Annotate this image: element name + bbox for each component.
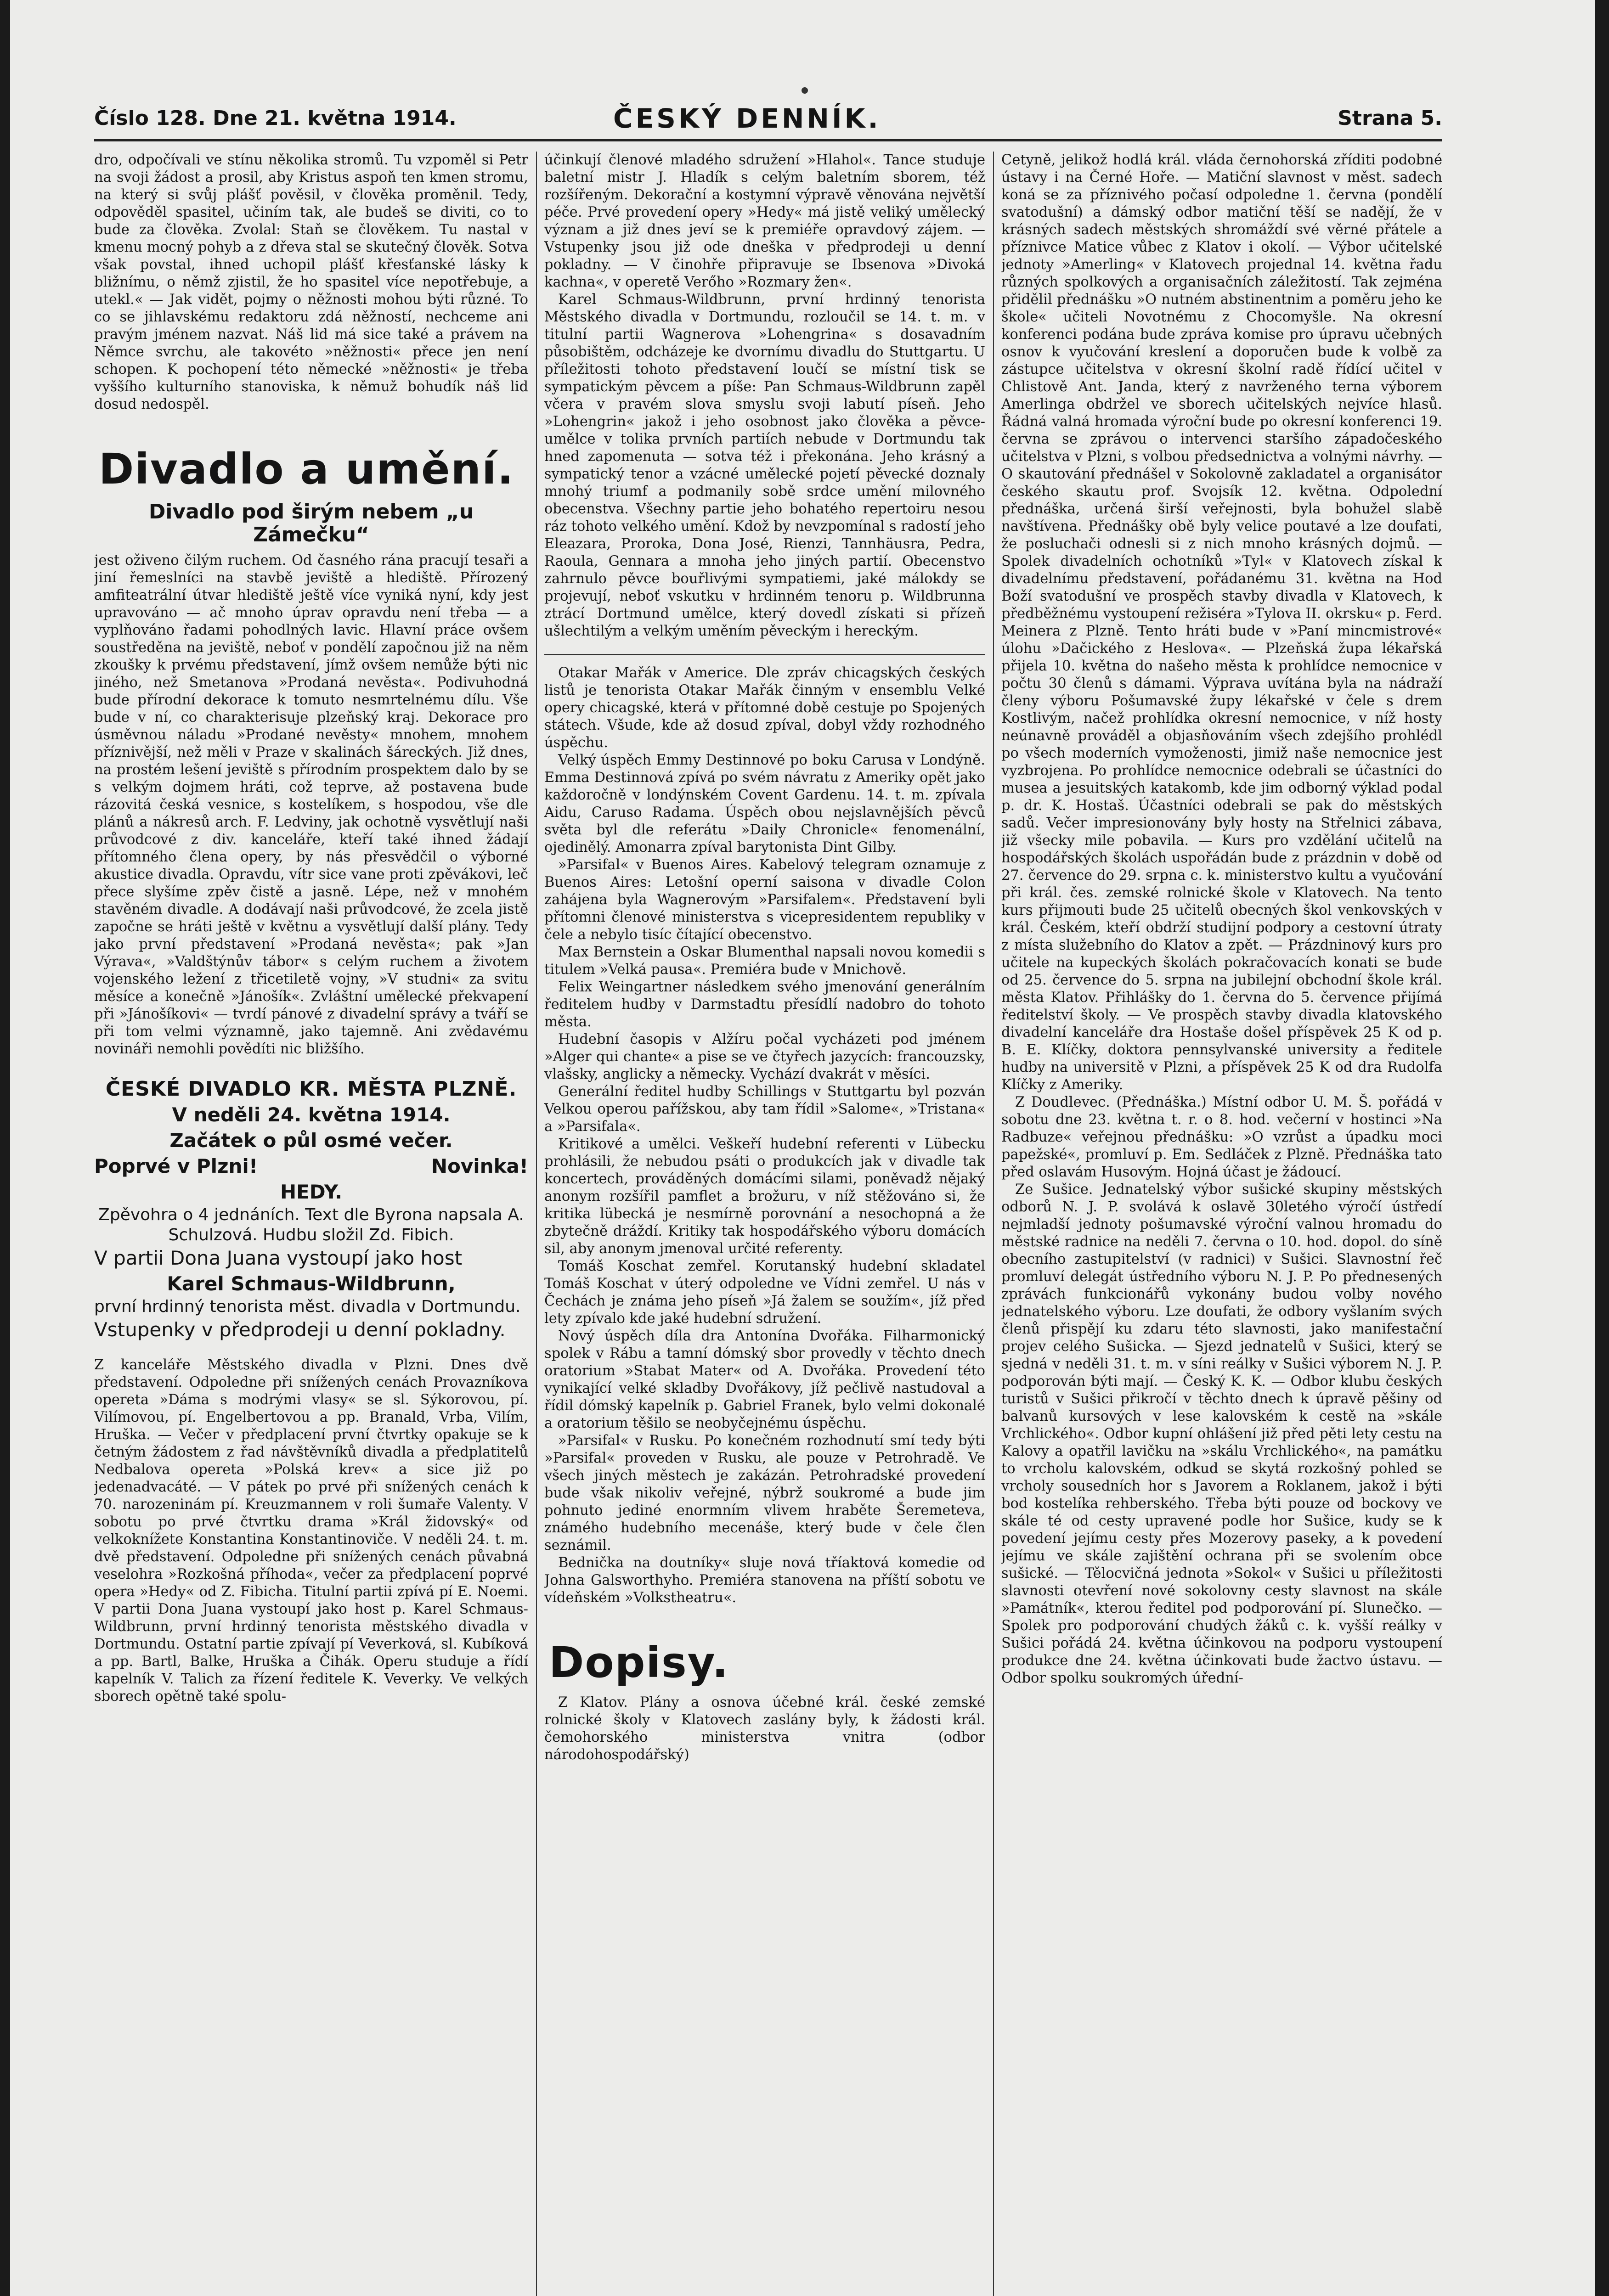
article-text: Z Klatov. Plány a osnova účebné král. české zemské rolnické školy v Klatovech zaslány byly, k žádosti král. čemohorského ministerstva vnitra (odbor národohospodářský) [544,1694,985,1763]
ad-novelty: Novinka! [431,1155,528,1177]
ad-premiere-row [94,1154,528,1179]
ad-guest-info: první hrdinný tenorista měst. divadla v Dortmundu. [94,1297,521,1316]
theatre-advertisement [94,1076,528,1343]
article-text: jest oživeno čilým ruchem. Od časného rána pracují tesaři a jiní řemeslníci na stavbě jeviště a hlediště. Přírozený amfiteatrální útvar hlediště ještě více vyniká nyní, kdy jest upravováno — ač mnoho úprav opravdu není třeba — a vyplňováno řadami pohodlných lavic. Hlavní práce ovšem soustředěna na jeviště, neboť v pondělí započnou již na něm zkoušky k prvému představení, jímž ovšem nemůže býti nic jiného, než Smetanova »Prodaná nevěsta«. Podivuhodná bude přírodní dekorace k tomuto nesmrtelnému dílu. Vše bude v ní, co charakterisuje plzeňský kraj. Dekorace pro úsměvnou náladu »Prodané nevěsty« mnohem, mnohem příznivější, než měli v Praze v skalinách šáreckých. Již dnes, na prostém lešení jeviště s přírodním prospektem dalo by se s velkým dojmem hráti, což teprve, až postavena bude rázovitá česká vesnice, s kostelíkem, s hospodou, vše dle plánů a nákresů arch. F. Ledviny, jak ochotně vysvětlují naši průvodcové z div. kanceláře, kteří také ihned žádají přítomného člena opery, by nás přesvědčil o výborné akustice divadla. Opravdu, vítr sice vane proti zpěvákovi, leč přece slyšíme zpěv čistě a jasně. Lépe, než v mnohém stavěném divadle. A dodávají naši průvodcové, že zcela jistě započne se hráti ještě v květnu a vysvětlují další plány. Tedy jako první představení »Prodaná nevěsta«; pak »Jan Výrava«, »Valdštýnův tábor« s celým ruchem a životem vojenského ležení z třicetiletě vojny, »V studni« za svitu měsíce a konečně »Jánošík«. Zvláštní umělecké překvapení při »Jánošíkovi« — tvrdí pánové z divadelní správy a tváří se při tom velmi významně, jako tajemně. Ani zvědavému novináři nemohli povědíti nic bližšího. [94,552,528,1057]
ad-first-time: Poprvé v Plzni! [94,1155,258,1177]
article-text: Z Doudlevec. (Přednáška.) Místní odbor U. M. Š. pořádá v sobotu dne 23. května t. r. o 8. hod. večerní v hostinci »Na Radbuze« veřejnou přednášku: »O vzrůst a úpadku moci papežské«, promluví p. Em. Sedláček z Plzně. Přednáška tato před oslavám Husovým. Hojná účast je žádoucí. [1001,1094,1442,1180]
column-2 [544,152,985,2296]
ad-theatre-name: ČESKÉ DIVADLO KR. MĚSTA PLZNĚ. [105,1077,517,1101]
ad-guest-line: V partii Dona Juana vystoupí jako host [94,1247,463,1269]
article-text: Felix Weingartner následkem svého jmenování generálním ředitelem hudby v Darmstadtu přesídlí nadobro do tohoto města. [544,979,985,1030]
scan-border-right [1595,0,1609,2296]
section-heading: Divadlo a umění. [99,445,514,494]
page-header [94,103,1442,139]
article-text: Hudební časopis v Alžíru počal vycházeti pod jménem »Alger qui chante« a pise se ve čtyřech jazycích: francouzsky, vlašsky, anglicky a německy. Vychází dvakrát v měsíci. [544,1031,985,1082]
article-text: Kritikové a umělci. Veškeří hudební referenti v Lübecku prohlásili, že nebudou psáti o produkcích jak v divadle tak koncertech, prováděných domácími silami, poněvadž nějaký anonym rozšířil pamflet a brožuru, v níž stěžováno si, že kritika lübecká je nesmírně porovnání a nesochopná a že zbytečně dráždí. Kritiky tak hospodářského výboru domácích sil, aby anonym jmenoval určité referenty. [544,1136,985,1257]
article-text: Ze Sušice. Jednatelský výbor sušické skupiny městských odborů N. J. P. svolává k oslavě 30letého výročí ústředí nejmladší jednoty pošumavské výroční valnou hromadu do městské radnice na neděli 7. června o 10. hod. dopol. do síně obecního zastupitelství (v radnici) v Sušici. Slavnostní řeč promluví delegát ústředního výboru N. J. P. Po přednesených zprávách funkcionářů vykonány budou volby nového jednatelského výboru. Lze doufati, že odbory vyšlaním svých členů přispějí ku zdaru této slavnosti, jako manifestační projev celého Sušicka. — Sjezd jednatelů v Sušici, který se sjedná v neděli 31. t. m. v síni reálky v Sušici výborem N. J. P. podporován býti mají. — Český K. K. — Odbor klubu českých turistů v Sušici přikročí v těchto dnech k úpravě pěšiny od balvanů kursových v lese kalovském k cestě na »skále Vrchlického«. Odbor kupní ohlášení již před pěti lety cestu na Kalovy a opatřil lavičku na »skálu Vrchlického«, na památku to vrcholu kalovském, odkud se skytá rozkošný pohled se vrcholy sousedních hor s Javorem a Roklanem, jakož i býti bod kostelíka rehberského. Třeba býti pouze od bockovy ve skále té od cesty upravené podle hor Sušice, kudy se k povedení jejímu cesty přes Mozerovy paseky, a k povedení jejímu ve skále zajištění ochrana při se svolením obce sušické. — Tělocvičná jednota »Sokol« v Sušici u příležitosti slavnosti otevření nové sokolovny cesty slavnost na skále »Památník«, kterou ředitel pod podporování pí. Slunečko. — Spolek pro podporování chudých žáků c. k. vyšší reálky v Sušici pořádá 24. května účinkovou na podporu vystoupení produkce dne 24. května účinkovati bude žactvo ústavu. — Odbor spolku soukromých úřední- [1001,1182,1442,1686]
newspaper-title: ČESKÝ DENNÍK. [613,103,881,134]
article-separator [544,654,985,655]
article-text: účinkují členové mladého sdružení »Hlahol«. Tance studuje baletní mistr J. Hladík s celým baletním sborem, též rozšířeným. Dekorační a kostymní výpravě věnována největší péče. Prvé provedení opery »Hedy« má jistě veliký umělecký význam a již dnes jeví se k premiéře opravdový zájem. — Vstupenky jsou již ode dneška v předprodeji u denní pokladny. — V činohře připravuje se Ibsenova »Divoká kachna«, v operetě Verőho »Rozmary žen«. [544,152,985,290]
column-divider [536,152,537,2296]
article-text: Generální ředitel hudby Schillings v Stuttgartu byl pozván Velkou operou pařížskou, aby tam řídil »Salome«, »Tristana« a »Parsifala«. [544,1084,985,1135]
header-rule [94,139,1442,141]
article-text: Nový úspěch díla dra Antonína Dvořáka. Filharmonický spolek v Rábu a tamní dómský sbor provedly v těchto dnech oratorium »Stabat Mater« od A. Dvořáka. Provedení této vynikající velké skladby Dvořákovy, jíž pečlivě nastudoval a řídil dómský kapelník p. Gabriel Franek, bylo velmi dokonalé a oratorium těšilo se neobyčejnému úspěchu. [544,1328,985,1431]
article-text: Bednička na doutníky« sluje nová tříaktová komedie od Johna Galsworthyho. Premiéra stanovena na příští sobotu ve vídeňském »Volkstheatru«. [544,1555,985,1606]
page-number: Strana 5. [1338,107,1442,130]
ad-description: Zpěvohra o 4 jednáních. Text dle Byrona napsala A. Schulzová. Hudbu složil Zd. Fibich. [98,1205,524,1244]
punch-hole-mark [802,87,808,94]
scan-border-left [0,0,10,2296]
ad-play-title: HEDY. [280,1181,343,1203]
ad-start-time: Začátek o půl osmé večer. [169,1129,453,1152]
article-heading: Divadlo pod širým nebem „u Zámečku“ [148,500,474,546]
article-text: Z kanceláře Městského divadla v Plzni. Dnes dvě představení. Odpoledne při snížených cenách Provazníkova opereta »Dáma s modrými vlasy« se sl. Sýkorovou, pí. Vilímovou, pí. Engelbertovou a pp. Branald, Vrba, Vilím, Hruška. — Večer v předplacení první čtvrtky opakuje se k četným žádostem z řad návštěvníků divadla a předplatitelů Nedbalova opereta »Polská krev« a sice již po jedenadvacáté. — V pátek po prvé při snížených cenách k 70. narozeninám pí. Kreuzmannem v roli šumaře Valenty. V sobotu po prvé čtvrtku drama »Král židovský« od velkoknížete Konstantina Konstantinoviče. V neděli 24. t. m. dvě představení. Odpoledne při snížených cenách půvabná veselohra »Rozkošná příhoda«, večer za předplacení poprvé opera »Hedy« od Z. Fibicha. Titulní partii zpívá pí E. Noemi. V partii Dona Juana vystoupí jako host p. Karel Schmaus-Wildbrunn, první hrdinný tenorista městského divadla v Dortmundu. Ostatní partie zpívají pí Veverková, sl. Kubíková a pp. Bartl, Balke, Hruška a Čihák. Operu studuje a řídí kapelník V. Talich za řízení ředitele K. Veverky. Ve velkých sborech opětně také spolu- [94,1357,528,1705]
column-1 [94,152,528,2296]
article-text: Otakar Mařák v Americe. Dle zpráv chicagských českých listů je tenorista Otakar Mařák činným v ensemblu Velké opery chicagské, která v přítomné době cestuje po Spojených státech. Všude, kde až dosud zpíval, dobyl vždy rozhodného úspěchu. [544,665,985,751]
article-text: dro, odpočívali ve stínu několika stromů. Tu vzpoměl si Petr na svoji žádost a prosil, aby Kristus aspoň ten kmen stromu, na který si svůj plášť pověsil, v člověka proměnil. Tedy, odpověděl spasitel, učiním tak, ale budeš se diviti, co to bude za člověka. Zvolal: Staň se člověkem. Tu nastal v kmenu mocný pohyb a z dřeva stal se skutečný člověk. Sotva však povstal, ihned uchopil plášť křesťanské lásky k bližnímu, o němž zjistil, že ho spasitel více nepotřebuje, a utekl.« — Jak vidět, pojmy o něžnosti mohou býti různé. To co se jihlavskému redaktoru zdá něžností, nechceme ani pravým jménem nazvat. Náš lid má sice také a právem na Němce svrchu, ale takovéto »něžnosti« přece jen není schopen. K pochopení této německé »něžnosti« je třeba vyššího kulturního stanoviska, k němuž bohudík náš lid dosud nedospěl. [94,152,528,412]
article-text: Velký úspěch Emmy Destinnové po boku Carusa v Londýně. Emma Destinnová zpívá po svém návratu z Ameriky opět jako každoročně v londýnském Covent Gardenu. 14. t. m. zpívala Aidu, Caruso Radama. Úspěch obou nejslavnějších pěvců světa byl dle referátu »Daily Chronicle« fenomenální, ojedinělý. Amonarra zpíval barytonista Dint Gilby. [544,752,985,855]
article-text: »Parsifal« v Rusku. Po konečném rozhodnutí smí tedy býti »Parsifal« proveden v Rusku, ale pouze v Petrohradě. Ve všech jiných městech je zakázán. Petrohradské provedení bude však nikoliv veřejné, nýbrž soukromé a bude jim pohnuto jediné enormním vlivem hraběte Šeremeteva, známého hudebního mecenáše, který bude v čele člen seznámil. [544,1433,985,1553]
section-heading: Dopisy. [549,1638,729,1687]
article-text: Karel Schmaus-Wildbrunn, první hrdinný tenorista Městského divadla v Dortmundu, rozloučil se 14. t. m. v titulní partii Wagnerova »Lohengrina« s dosavadním působištěm, odcházeje ke dvornímu divadlu do Stuttgartu. U příležitosti tohoto představení loučí se místní tisk se sympatickým pěvcem a píše: Pan Schmaus-Wildbrunn zapěl včera v pravém slova smyslu svoji labutí píseň. Jeho »Lohengrin« jakož i jeho osobnost jako člověka a pěvce-umělce v tolika prvních partiích nebude v Dortmundu tak hned zapomenuta — sotva též i překonána. Jeho krásný a sympatický tenor a vzácné umělecké pojetí pěvecké doznaly mnohý triumf a podmanily sobě srdce umění milovného obecenstva. Všechny partie jeho bohatého repertoiru nesou ráz tohoto velkého umění. Kdož by nevzpomínal s radostí jeho Eleazara, Proroka, Dona José, Rienzi, Tannhäusra, Pedra, Raoula, Gennara a mnoha jeho jiných partií. Obecenstvo zahrnulo pěvce bouřlivými sympatiemi, jaké málokdy se projevují, neboť vskutku v hrdinném tenoru p. Wildbrunna ztrácí Dortmund umělce, který dovedl získati si přízeň ušlechtilým a velkým uměním pěveckým i hereckým. [544,292,985,639]
article-text: »Parsifal« v Buenos Aires. Kabelový telegram oznamuje z Buenos Aires: Letošní operní saisona v divadle Colon zahájena byla Wagnerovým »Parsifalem«. Představení byli přítomni členové ministerstva s vicepresidentem republiky v čele a nebylo tisíc čítající obecenstvo. [544,857,985,943]
article-text: Cetyně, jelikož hodlá král. vláda černohorská zříditi podobné ústavy i na Černé Hoře. — Matiční slavnost v měst. sadech koná se za příznivého počasí odpoledne 1. června (pondělí svatodušní) a dámský odbor matiční těší se nadějí, že v krásných sadech městských shromáždí své věrné přátele a příznivce Matice vůbec z Klatov i okolí. — Výbor učitelské jednoty »Amerling« v Klatovech projednal 14. května řadu různých spolkových a organisačních záležitostí. Tak zejména přidělil přednášku »O nutném abstinentnim a poměru jeho ke škole« učiteli Novotnému z Chocomyšle. Na okresní konferenci podána bude zpráva komise pro úpravu učebných osnov k vyučování kreslení a doporučen bude k volbě za zástupce učitelstva v okresní školní radě řídící učitel v Chlistově Ant. Janda, který z navrženého terna výborem Amerlinga obdržel ve sborech učitelských nejvíce hlasů. Řádná valná hromada výroční bude po okresní konferenci 19. června se zprávou o intervenci staršího západočeského učitelstva v Plzni, s volbou předsednictva a volnými návrhy. — O skautování přednášel v Sokolovně zakladatel a organisátor českého skautu prof. Svojsík 12. května. Odpolední přednáška, určená širší veřejnosti, byla bohužel slabě navštívena. Přednášky obě byly velice poutavé a lze doufati, že posluchači odnesli si z nich mnoho krásných dojmů. — Spolek divadelních ochotníků »Tyl« v Klatovech získal k divadelnímu představení, pořádanému 31. května na Hod Boží svatodušní ve prospěch stavby divadla v Klatovech, k předběžnému vystoupení režiséra »Tylova II. okrsku« p. Ferd. Meinera z Plzně. Tento hráti bude v »Paní mincmistrové« úlohu »Dačického z Heslova«. — Plzeňská župa lékařská přijela 10. května do našeho města k prohlídce nemocnice v počtu 30 členů s dámami. Výprava uvítána byla na nádraží členy výboru Pošumavské župy lékařské v čele s drem Kostlivým, načež prohlídka okresní nemocnice, v níž hosty neúnavně prováděl a objasňováním všech zdejšího prohlédl po všech moderních vymoženosti, jimiž naše nemocnice jest vyzbrojena. Po prohlídce nemocnice odebrali se účastníci do musea a jesuitských katakomb, kde jim odborný výklad podal p. dr. K. Hostaš. Účastníci odebrali se pak do městských sadů. Večer impresionovány byly hosty na Střelnici zábava, již všecky mile pobavila. — Kurs pro vzdělání učitelů na hospodářských školách uspořádán bude z prázdnin v době od 27. července do 29. srpna c. k. ministerstvo kultu a vyučování při král. čes. zemské rolnické škole v Klatovech. Na tento kurs přijmouti bude 25 učitelů obecných škol venkovských v král. Českém, kteří obdrží studijní podpory a cestovní útraty z místa služebního do Klatov a zpět. — Prázdninový kurs pro učitele na kupeckých školách pokračovacích konati se bude od 25. července do 5. srpna na jubilejní obchodní škole král. města Klatov. Přihlášky do 1. června do 5. července přijímá ředitelství školy. — Ve prospěch stavby divadla klatovského divadelní kanceláře dra Hostaše došel příspěvek 25 K od p. B. E. Klíčky, doktora pennsylvanské university a ředitele hudby na universitě v Plzni, a příspěvek 25 K od dra Rudolfa Klíčky z Ameriky. [1001,152,1442,1093]
column-divider [993,152,994,2296]
ad-guest-name: Karel Schmaus-Wildbrunn, [167,1272,456,1295]
issue-date: Číslo 128. Dne 21. května 1914. [94,107,457,130]
column-3 [1001,152,1442,2296]
ad-date: V neděli 24. května 1914. [172,1103,451,1126]
ad-tickets: Vstupenky v předprodeji u denní pokladny. [94,1318,506,1341]
article-text: Max Bernstein a Oskar Blumenthal napsali novou komedii s titulem »Velká pausa«. Premiéra bude v Mnichově. [544,944,985,978]
article-text: Tomáš Koschat zemřel. Korutanský hudební skladatel Tomáš Koschat v úterý odpoledne ve Vídni zemřel. U nás v Čechách je známa jeho píseň »Já žalem se soužím«, jíž před lety zpívalo kde jaké hudební sdružení. [544,1258,985,1327]
